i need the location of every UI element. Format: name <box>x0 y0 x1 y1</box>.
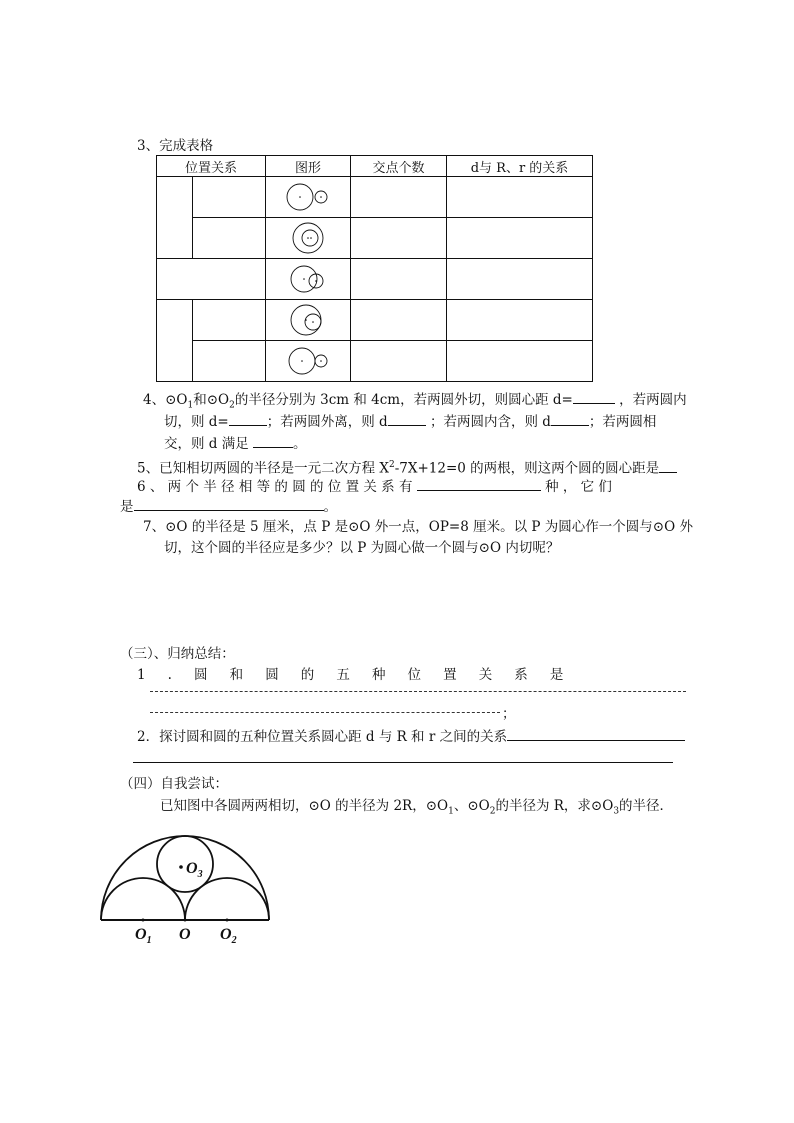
label-O2: $O_2$ <box>220 926 237 943</box>
header-intersections: 交点个数 <box>351 156 447 177</box>
position-cell[interactable] <box>193 341 266 382</box>
figure-intersecting <box>266 259 351 300</box>
position-cell[interactable] <box>193 177 266 218</box>
figure-external-separation <box>266 177 351 218</box>
q4-line2: 切，则 d= ；若两圆外离，则 d ；若两圆内含，则 d ；若两圆相 <box>164 414 657 430</box>
section3-item1: 1 . 圆 和 圆 的 五 种 位 置 关 系 是 <box>137 667 564 683</box>
table-header-row <box>157 156 593 177</box>
intersection-cell[interactable] <box>351 218 447 259</box>
blank-external-tangent[interactable] <box>573 390 615 404</box>
q6-line2: 是 。 <box>120 499 337 515</box>
blank-center-distance[interactable] <box>659 459 677 473</box>
point-O <box>184 919 187 922</box>
circle-O3 <box>157 836 213 892</box>
q3-title: 3、完成表格 <box>137 138 214 154</box>
point-O1 <box>142 919 145 922</box>
relation-cell[interactable] <box>447 177 593 218</box>
blank-external-separation[interactable] <box>388 412 426 426</box>
label-O: O <box>179 926 191 943</box>
point-O3 <box>179 865 183 869</box>
table-row <box>157 300 593 341</box>
intersection-cell[interactable] <box>351 259 447 300</box>
semicircle-O1 <box>101 878 185 920</box>
label-O1: $O_1$ <box>135 926 152 943</box>
position-cell[interactable] <box>157 259 266 300</box>
table-row <box>157 177 593 218</box>
point-O2 <box>226 919 229 922</box>
figure-internal-tangent <box>266 300 351 341</box>
section3-item1-end: ； <box>502 706 516 722</box>
blank-distance-relation-2[interactable] <box>133 762 673 763</box>
header-figure: 图形 <box>266 156 351 177</box>
section4-problem: 已知图中各圆两两相切，⊙O 的半径为 2R，$⊙O_1$、$⊙O_2$的半径为 R，求$⊙O_3$的半径． <box>160 798 674 817</box>
position-relation-table <box>156 155 593 382</box>
intersection-cell[interactable] <box>351 341 447 382</box>
intersection-cell[interactable] <box>351 177 447 218</box>
q7-line1: 7、⊙O 的半径是 5 厘米，点 P 是⊙O 外一点，OP=8 厘米。以 P 为圆心作一个圆与⊙O 外 <box>143 519 693 535</box>
relation-cell[interactable] <box>447 259 593 300</box>
section4-title: （四）自我尝试： <box>120 776 228 792</box>
position-cell[interactable] <box>193 218 266 259</box>
section3-title: （三）、归纳总结： <box>120 646 235 662</box>
header-d-relation: d与 R、r 的关系 <box>447 156 593 177</box>
relation-cell[interactable] <box>447 300 593 341</box>
q7-line2: 切，这个圆的半径应是多少？以 P 为圆心做一个圆与⊙O 内切呢？ <box>164 540 560 556</box>
blank-containment[interactable] <box>551 412 589 426</box>
q5-line: 5、已知相切两圆的半径是一元二次方程 $X^2-7X+12=0$ 的两根，则这两个圆的圆心距是 <box>137 456 677 478</box>
semicircle-O2 <box>185 878 269 920</box>
q6-line1: 6 、 两 个 半 径 相 等 的 圆 的 位 置 关 系 有 种 ， 它 们 <box>137 479 612 495</box>
blank-intersecting[interactable] <box>253 434 293 448</box>
figure-internal-containment <box>266 218 351 259</box>
table-row <box>157 341 593 382</box>
relation-cell[interactable] <box>447 341 593 382</box>
relation-cell[interactable] <box>447 218 593 259</box>
blank-kinds[interactable] <box>417 477 541 491</box>
group-cell[interactable] <box>157 300 193 382</box>
table-row <box>157 218 593 259</box>
q4-line1: 4、$⊙O_1$和$⊙O_2$的半径分别为 3cm 和 4cm，若两圆外切，则圆心距 d= ，若两圆内 <box>143 392 687 411</box>
header-position: 位置关系 <box>157 156 266 177</box>
section3-item2: 2．探讨圆和圆的五种位置关系圆心距 d 与 R 和 r 之间的关系 <box>137 727 685 746</box>
blank-five-relations-1[interactable] <box>150 691 686 692</box>
figure-external-tangent <box>266 341 351 382</box>
position-cell[interactable] <box>193 300 266 341</box>
big-semicircle-O <box>101 836 269 920</box>
blank-relations[interactable] <box>134 497 324 511</box>
blank-distance-relation[interactable] <box>507 727 685 741</box>
table-row <box>157 259 593 300</box>
blank-internal-tangent[interactable] <box>229 412 267 426</box>
group-cell[interactable] <box>157 177 193 259</box>
intersection-cell[interactable] <box>351 300 447 341</box>
blank-five-relations-2[interactable] <box>150 712 500 713</box>
tangent-circles-figure <box>95 808 275 943</box>
q4-line3: 交，则 d 满足 。 <box>164 436 307 452</box>
label-O3: $O_3$ <box>186 860 203 880</box>
